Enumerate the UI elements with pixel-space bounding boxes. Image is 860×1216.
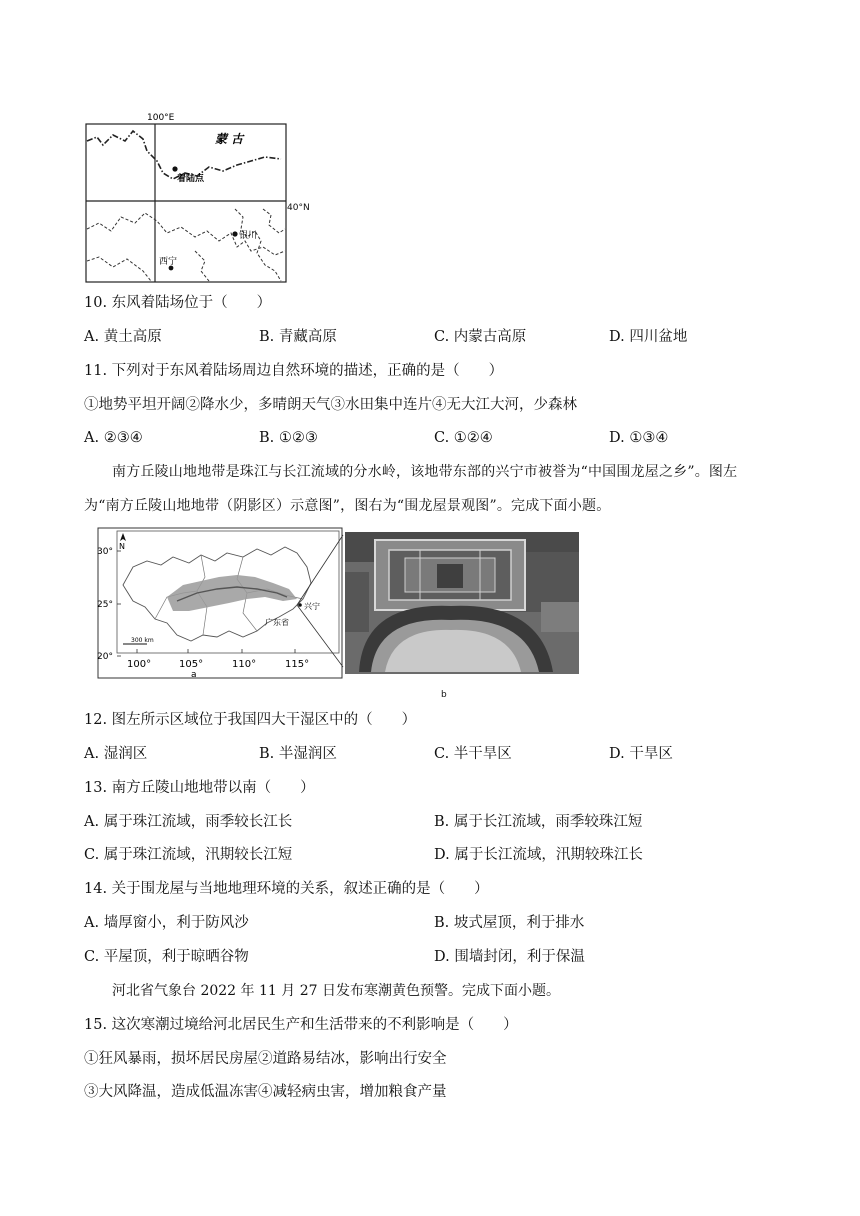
map2-xtick-105: 105° — [179, 659, 204, 670]
landing-site-map — [85, 113, 287, 284]
q12-option-a: A. 湿润区 — [84, 746, 148, 762]
q13-stem: 13. 南方丘陵山地地带以南（ ） — [84, 780, 315, 796]
passage1-line2: 为“南方丘陵山地地带（阴影区）示意图”，图右为“围龙屋景观图”。完成下面小题。 — [84, 498, 611, 514]
map1-lat-label: 40°N — [287, 203, 310, 213]
q13-option-d: D. 属于长江流域，汛期较珠江长 — [434, 847, 643, 863]
q10-option-a: A. 黄土高原 — [84, 329, 162, 345]
q11-option-c: C. ①②④ — [434, 430, 493, 446]
map2-city-label: 兴宁 — [304, 602, 320, 611]
q14-stem: 14. 关于围龙屋与当地地理环境的关系，叙述正确的是（ ） — [84, 881, 489, 897]
q10-option-b: B. 青藏高原 — [259, 329, 337, 345]
map1-country-label: 蒙 古 — [215, 132, 244, 146]
southern-hills-map — [97, 527, 343, 679]
yinchuan-dot — [232, 231, 237, 236]
map1-site-label: 着陆点 — [177, 174, 205, 184]
map2-xtick-100: 100° — [127, 659, 152, 670]
q12-option-d: D. 干旱区 — [609, 746, 673, 762]
q10-option-c: C. 内蒙古高原 — [434, 329, 527, 345]
weilong-house-photo — [345, 532, 579, 674]
q11-option-d: D. ①③④ — [609, 430, 669, 446]
landing-site-dot — [172, 166, 177, 171]
q10-option-d: D. 四川盆地 — [609, 329, 688, 345]
q12-option-b: B. 半湿润区 — [259, 746, 337, 762]
map2-north: N — [119, 542, 125, 551]
q14-option-a: A. 墙厚窗小，利于防风沙 — [84, 915, 249, 931]
q15-items-2: ③大风降温，造成低温冻害④减轻病虫害，增加粮食产量 — [84, 1084, 447, 1100]
map2-ytick-20: 20° — [97, 652, 113, 662]
q15-stem: 15. 这次寒潮过境给河北居民生产和生活带来的不利影响是（ ） — [84, 1017, 518, 1033]
map1-city2-label: 西宁 — [159, 257, 178, 267]
passage2-line1: 河北省气象台 2022 年 11 月 27 日发布寒潮黄色预警。完成下面小题。 — [112, 983, 560, 999]
map2-label-a: a — [191, 670, 197, 680]
map2-xtick-115: 115° — [285, 659, 310, 670]
q11-option-a: A. ②③④ — [84, 430, 143, 446]
map2-xtick-110: 110° — [232, 659, 257, 670]
q11-option-b: B. ①②③ — [259, 430, 318, 446]
q11-stem: 11. 下列对于东风着陆场周边自然环境的描述，正确的是（ ） — [84, 363, 504, 379]
q10-stem: 10. 东风着陆场位于（ ） — [84, 295, 272, 311]
q13-option-a: A. 属于珠江流域，雨季较长江长 — [84, 814, 293, 830]
passage1-line1: 南方丘陵山地地带是珠江与长江流域的分水岭，该地带东部的兴宁市被誉为“中国围龙屋之乡”。图左 — [112, 464, 738, 480]
q14-option-b: B. 坡式屋顶，利于排水 — [434, 915, 585, 931]
q13-option-c: C. 属于珠江流域，汛期较长江短 — [84, 847, 293, 863]
q14-option-c: C. 平屋顶，利于晾晒谷物 — [84, 949, 249, 965]
q12-option-c: C. 半干旱区 — [434, 746, 512, 762]
photo-label-b: b — [441, 690, 447, 700]
q14-option-d: D. 围墙封闭，利于保温 — [434, 949, 585, 965]
map1-city1-label: 银川 — [239, 231, 258, 241]
map2-ytick-30: 30° — [97, 547, 113, 557]
q12-stem: 12. 图左所示区域位于我国四大干湿区中的（ ） — [84, 712, 417, 728]
q11-items: ①地势平坦开阔②降水少，多晴朗天气③水田集中连片④无大江大河，少森林 — [84, 397, 577, 413]
map2-ytick-25: 25° — [97, 600, 113, 610]
map2-scale: 300 km — [131, 637, 154, 644]
map1-lon-label: 100°E — [147, 113, 175, 123]
map2-province-label: 广东省 — [265, 618, 289, 627]
q15-items-1: ①狂风暴雨，损坏居民房屋②道路易结冰，影响出行安全 — [84, 1051, 447, 1067]
q13-option-b: B. 属于长江流域，雨季较珠江短 — [434, 814, 643, 830]
